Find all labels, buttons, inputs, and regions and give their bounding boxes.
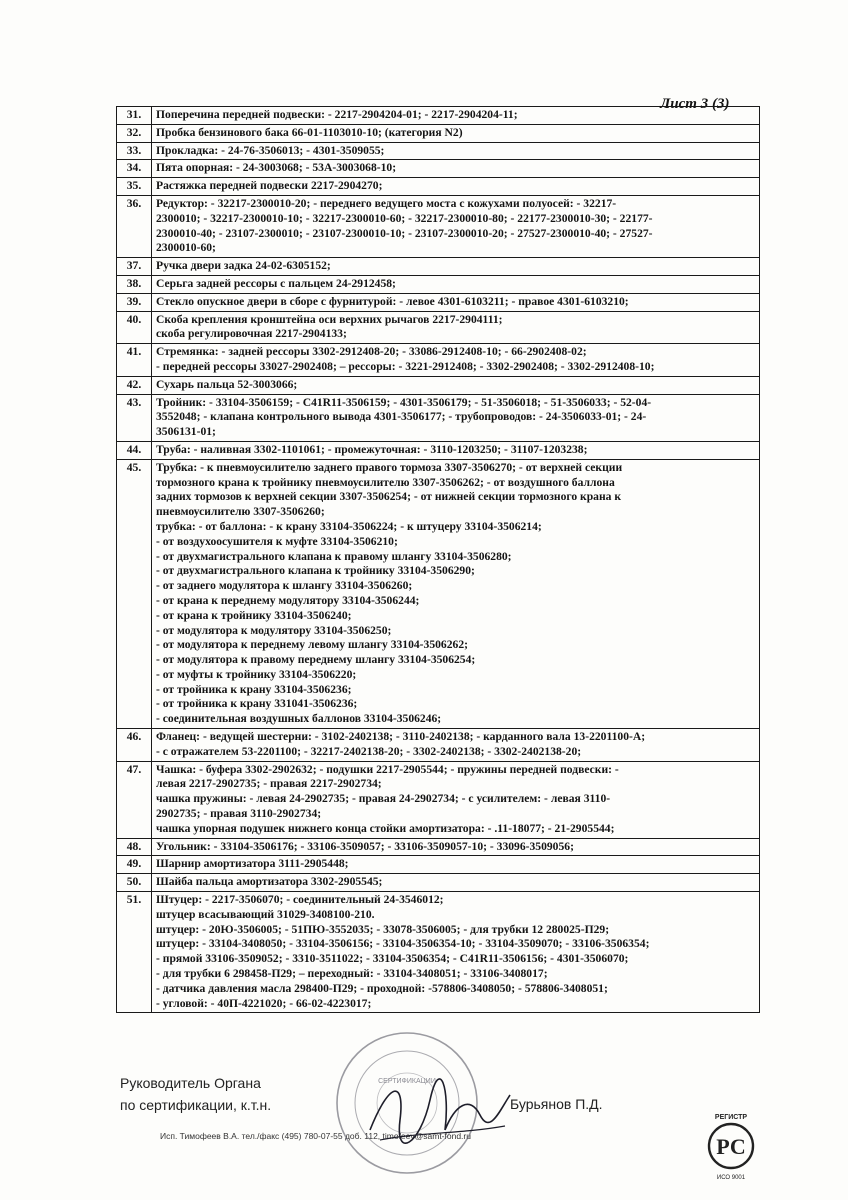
row-text-line: Стремянка: - задней рессоры 3302-2912408-20; - 33086-2912408-10; - 66-2902408-02; xyxy=(156,345,587,359)
row-text-line: - от тройника к крану 33104-3506236; xyxy=(156,682,352,696)
row-text-line: трубка: - от баллона: - к крану 33104-3506224; - к штуцеру 33104-3506214; xyxy=(156,519,542,533)
table-row xyxy=(117,394,760,441)
row-number: 32. xyxy=(117,124,152,142)
sheet-number: Лист 3 (3) xyxy=(660,96,730,112)
row-text-line: 2300010; - 32217-2300010-10; - 32217-2300010-60; - 32217-2300010-80; - 22177-2300010-30; - 22177- xyxy=(156,211,653,225)
row-description xyxy=(152,729,760,762)
row-text-line: тормозного крана к тройнику пневмоусилителю 3307-3506262; - от воздушного баллона xyxy=(156,475,615,489)
row-text-line: 2300010-40; - 23107-2300010; - 23107-2300010-10; - 23107-2300010-20; - 27527-2300010-40; - 27527- xyxy=(156,226,653,240)
table-row xyxy=(117,160,760,178)
table-row xyxy=(117,892,760,1013)
row-text-line: скоба регулировочная 2217-2904133; xyxy=(156,327,347,341)
row-description xyxy=(152,311,760,344)
row-text-line: - от заднего модулятора к шлангу 33104-3506260; xyxy=(156,579,413,593)
row-text-line: задних тормозов к верхней секции 3307-3506254; - от нижней секции тормозного крана к xyxy=(156,490,622,504)
items-table xyxy=(116,106,760,1013)
row-description xyxy=(152,344,760,377)
row-description xyxy=(152,107,760,125)
table-row xyxy=(117,838,760,856)
table-row xyxy=(117,459,760,728)
signature-icon xyxy=(360,1060,520,1160)
row-number: 38. xyxy=(117,275,152,293)
row-text-line: - от модулятора к модулятору 33104-3506250; xyxy=(156,623,392,637)
row-number: 43. xyxy=(117,394,152,441)
row-number: 39. xyxy=(117,293,152,311)
row-text-line: Сухарь пальца 52-3003066; xyxy=(156,377,298,391)
row-number: 46. xyxy=(117,729,152,762)
row-text-line: - передней рессоры 33027-2902408; – рессоры: - 3221-2912408; - 3302-2902408; - 3302-2912408-10; xyxy=(156,359,655,373)
row-description xyxy=(152,293,760,311)
row-description xyxy=(152,258,760,276)
row-text-line: Ручка двери задка 24-02-6305152; xyxy=(156,259,331,273)
row-text-line: чашка упорная подушек нижнего конца стойки амортизатора: - .11-18077; - 21-2905544; xyxy=(156,821,615,835)
row-text-line: - соединительная воздушных баллонов 33104-3506246; xyxy=(156,712,442,726)
row-number: 37. xyxy=(117,258,152,276)
row-text-line: - от двухмагистрального клапана к правому шлангу 33104-3506280; xyxy=(156,549,512,563)
row-text-line: 3506131-01; xyxy=(156,425,216,439)
row-description xyxy=(152,142,760,160)
row-text-line: левая 2217-2902735; - правая 2217-2902734; xyxy=(156,777,382,791)
row-description xyxy=(152,394,760,441)
table-row xyxy=(117,124,760,142)
table-row xyxy=(117,178,760,196)
row-description xyxy=(152,459,760,728)
table-row xyxy=(117,311,760,344)
row-text-line: - от крана к переднему модулятору 33104-3506244; xyxy=(156,593,420,607)
row-text-line: штуцер: - 33104-3408050; - 33104-3506156; - 33104-3506354-10; - 33104-3509070; - 33106-3506354; xyxy=(156,937,650,951)
row-text-line: Угольник: - 33104-3506176; - 33106-3509057; - 33106-3509057-10; - 33096-3509056; xyxy=(156,839,574,853)
row-text-line: Шарнир амортизатора 3111-2905448; xyxy=(156,857,349,871)
row-text-line: Фланец: - ведущей шестерни: - 3102-2402138; - 3110-2402138; - карданного вала 13-2201100-А; xyxy=(156,730,646,744)
row-text-line: чашка пружины: - левая 24-2902735; - правая 24-2902734; - с усилителем: - левая 3110- xyxy=(156,792,611,806)
row-number: 31. xyxy=(117,107,152,125)
row-number: 48. xyxy=(117,838,152,856)
row-description xyxy=(152,441,760,459)
row-text-line: 3552048; - клапана контрольного вывода 4301-3506177; - трубопроводов: - 24-3506033-01; - 24- xyxy=(156,410,647,424)
row-description xyxy=(152,892,760,1013)
row-number: 33. xyxy=(117,142,152,160)
row-text-line: - от модулятора к правому переднему шлангу 33104-3506254; xyxy=(156,653,476,667)
row-text-line: Серьга задней рессоры с пальцем 24-2912458; xyxy=(156,276,396,290)
row-text-line: Растяжка передней подвески 2217-2904270; xyxy=(156,179,383,193)
certification-logo xyxy=(700,1110,762,1182)
table-row xyxy=(117,729,760,762)
row-text-line: - от крана к тройнику 33104-3506240; xyxy=(156,608,352,622)
row-number: 35. xyxy=(117,178,152,196)
row-description xyxy=(152,761,760,838)
table-row xyxy=(117,107,760,125)
row-number: 47. xyxy=(117,761,152,838)
row-text-line: Тройник: - 33104-3506159; - С41R11-3506159; - 4301-3506179; - 51-3506018; - 51-3506033; - 52-04- xyxy=(156,395,652,409)
stamp-text: СЕРТИФИКАЦИИ xyxy=(378,1078,436,1085)
row-text-line: пневмоусилителю 3307-3506260; xyxy=(156,505,325,519)
row-text-line: Поперечина передней подвески: - 2217-2904204-01; - 2217-2904204-11; xyxy=(156,108,518,121)
row-number: 36. xyxy=(117,195,152,257)
row-number: 49. xyxy=(117,856,152,874)
table-row xyxy=(117,874,760,892)
row-description xyxy=(152,376,760,394)
row-number: 51. xyxy=(117,892,152,1013)
contact-line: Исп. Тимофеев В.А. тел./факс (495) 780-07-55 доб. 112, timofeev@samt-fond.ru xyxy=(160,1131,471,1141)
row-text-line: штуцер всасывающий 31029-3408100-210. xyxy=(156,907,375,921)
table-row xyxy=(117,761,760,838)
table-row xyxy=(117,441,760,459)
logo-bottom-text: ИСО 9001 xyxy=(716,1175,746,1181)
row-description xyxy=(152,275,760,293)
row-number: 42. xyxy=(117,376,152,394)
row-text-line: - датчика давления масла 298400-П29; - проходной: -578806-3408050; - 578806-3408051; xyxy=(156,981,608,995)
row-text-line: - от модулятора к переднему левому шлангу 33104-3506262; xyxy=(156,638,468,652)
row-text-line: Редуктор: - 32217-2300010-20; - переднего ведущего моста с кожухами полуосей: - 32217- xyxy=(156,196,617,210)
row-text-line: - от муфты к тройнику 33104-3506220; xyxy=(156,667,357,681)
table-row xyxy=(117,344,760,377)
row-text-line: Прокладка: - 24-76-3506013; - 4301-3509055; xyxy=(156,143,385,157)
row-text-line: Чашка: - буфера 3302-2902632; - подушки 2217-2905544; - пружины передней подвески: - xyxy=(156,762,619,776)
row-text-line: - угловой: - 40П-4221020; - 66-02-4223017; xyxy=(156,996,372,1010)
row-text-line: 2902735; - правая 3110-2902734; xyxy=(156,807,322,821)
logo-top-text: РЕГИСТР xyxy=(714,1114,748,1121)
row-number: 40. xyxy=(117,311,152,344)
items-table-body xyxy=(117,107,760,1013)
table-row xyxy=(117,142,760,160)
row-text-line: Труба: - наливная 3302-1101061; - промежуточная: - 3110-1203250; - 31107-1203238; xyxy=(156,442,588,456)
row-description xyxy=(152,178,760,196)
row-description xyxy=(152,856,760,874)
row-text-line: Шайба пальца амортизатора 3302-2905545; xyxy=(156,875,383,889)
row-text-line: Скоба крепления кронштейна оси верхних рычагов 2217-2904111; xyxy=(156,312,503,326)
table-row xyxy=(117,258,760,276)
row-description xyxy=(152,124,760,142)
row-text-line: Стекло опускное двери в сборе с фурнитурой: - левое 4301-6103211; - правое 4301-6103210; xyxy=(156,294,629,308)
row-text-line: - с отражателем 53-2201100; - 32217-2402138-20; - 3302-2402138; - 3302-2402138-20; xyxy=(156,744,582,758)
row-text-line: Трубка: - к пневмоусилителю заднего правого тормоза 3307-3506270; - от верхней секции xyxy=(156,460,623,474)
signatory-role-line2: по сертификации, к.т.н. xyxy=(120,1097,272,1113)
row-text-line: штуцер: - 20Ю-3506005; - 51ПЮ-3552035; - 33078-3506005; - для трубки 12 280025-П29; xyxy=(156,922,610,936)
row-number: 34. xyxy=(117,160,152,178)
row-number: 50. xyxy=(117,874,152,892)
row-text-line: Пята опорная: - 24-3003068; - 53А-3003068-10; xyxy=(156,161,397,175)
row-text-line: - от тройника к крану 331041-3506236; xyxy=(156,697,358,711)
row-number: 45. xyxy=(117,459,152,728)
signatory-role xyxy=(120,1072,271,1116)
logo-mark: РС xyxy=(716,1134,746,1159)
table-row xyxy=(117,856,760,874)
row-text-line: - от воздухоосушителя к муфте 33104-3506210; xyxy=(156,534,398,548)
row-text-line: - от двухмагистрального клапана к тройнику 33104-3506290; xyxy=(156,564,475,578)
signatory-name: Бурьянов П.Д. xyxy=(510,1096,603,1112)
row-description xyxy=(152,195,760,257)
table-row xyxy=(117,376,760,394)
table-row xyxy=(117,275,760,293)
row-text-line: Штуцер: - 2217-3506070; - соединительный 24-3546012; xyxy=(156,893,444,907)
table-row xyxy=(117,195,760,257)
row-text-line: - прямой 33106-3509052; - 3310-3511022; - 33104-3506354; - С41R11-3506156; - 4301-3506070; xyxy=(156,952,629,966)
row-number: 44. xyxy=(117,441,152,459)
table-row xyxy=(117,293,760,311)
row-text-line: 2300010-60; xyxy=(156,241,216,255)
row-description xyxy=(152,874,760,892)
row-description xyxy=(152,838,760,856)
row-text-line: - для трубки 6 298458-П29; – переходный: - 33104-3408051; - 33106-3408017; xyxy=(156,967,548,981)
signatory-role-line1: Руководитель Органа xyxy=(120,1075,261,1091)
row-text-line: Пробка бензинового бака 66-01-1103010-10; (категория N2) xyxy=(156,125,463,139)
row-description xyxy=(152,160,760,178)
row-number: 41. xyxy=(117,344,152,377)
